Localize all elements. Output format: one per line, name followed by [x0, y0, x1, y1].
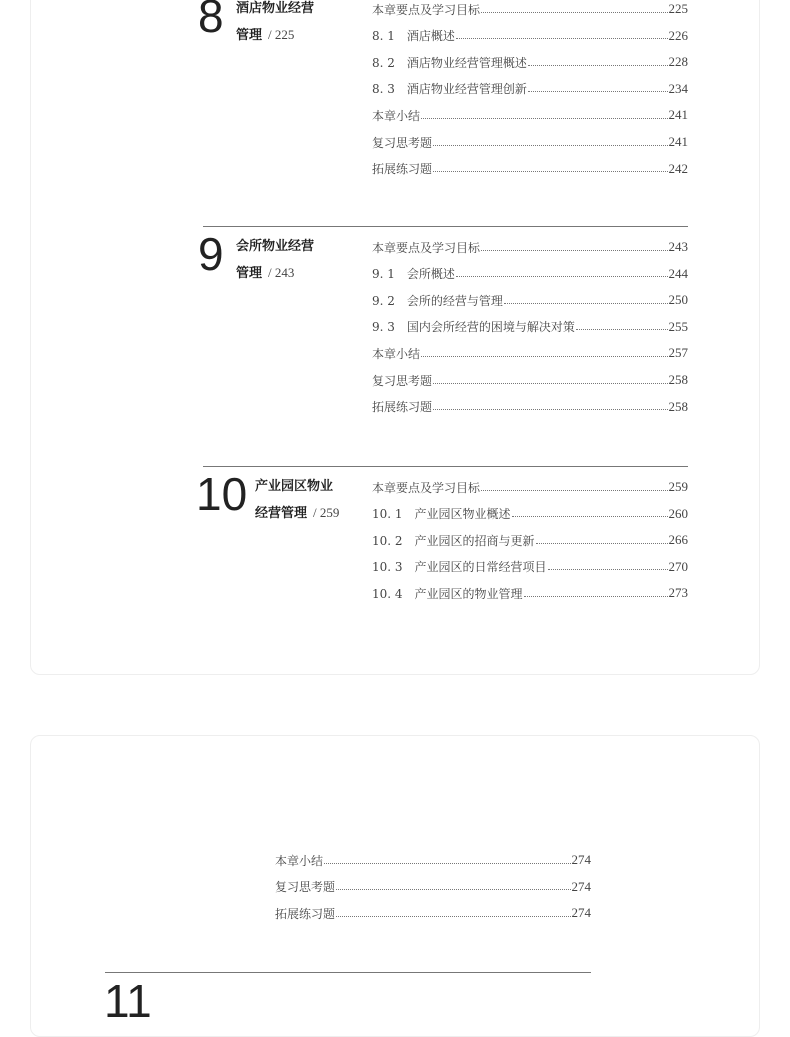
entry-title: 8. 3 酒店物业经营管理创新 [372, 82, 527, 97]
chapter-title-line2 [236, 260, 294, 287]
chapter-title-line2 [255, 500, 339, 527]
dot-leader [433, 171, 667, 172]
toc-entry [372, 530, 688, 550]
entry-page: 225 [668, 1, 688, 16]
entry-page: 258 [668, 398, 688, 414]
dot-leader [536, 543, 668, 544]
entry-title: 10. 2 产业园区的招商与更新 [372, 533, 535, 548]
entry-page: 274 [571, 852, 591, 867]
dot-leader [504, 303, 668, 304]
toc-entry [372, 264, 688, 284]
entry-title: 本章要点及学习目标 [372, 2, 481, 17]
toc-entry [372, 159, 688, 179]
entry-page: 242 [668, 160, 688, 176]
dot-leader [481, 12, 667, 13]
entry-title: 8. 1 酒店概述 [372, 29, 455, 44]
entry-page: 270 [668, 558, 688, 574]
toc-entry [372, 0, 688, 19]
entry-title: 本章小结 [372, 346, 421, 361]
toc-entry [275, 877, 591, 897]
toc-entry [372, 583, 688, 603]
chapter-title-cont: 管理 [236, 28, 263, 43]
toc-entry [372, 52, 688, 72]
toc-entry [372, 237, 688, 257]
dot-leader [421, 118, 667, 119]
entry-title: 本章要点及学习目标 [372, 240, 481, 255]
dot-leader [433, 383, 667, 384]
entry-page: 244 [668, 265, 688, 281]
chapter-number: 8 [198, 0, 224, 42]
entry-title: 拓展练习题 [275, 906, 336, 921]
dot-leader [576, 329, 668, 330]
chapter-title: 会所物业经营 [236, 239, 315, 254]
entry-page: 266 [668, 532, 688, 548]
entry-page: 234 [668, 80, 688, 96]
entry-page: 274 [571, 905, 591, 921]
chapter-start-page: / 243 [268, 265, 295, 280]
entry-page: 243 [668, 239, 688, 254]
toc-entry [372, 504, 688, 524]
chapter-title-cont: 经营管理 [255, 506, 308, 521]
chapter-start-page: / 225 [268, 27, 295, 42]
dot-leader [528, 65, 668, 66]
entry-title: 10. 3 产业园区的日常经营项目 [372, 560, 547, 575]
dot-leader [421, 356, 667, 357]
entry-page: 260 [668, 505, 688, 521]
entry-title: 拓展练习题 [372, 400, 433, 415]
dot-leader [481, 250, 667, 251]
toc-entry [372, 105, 688, 125]
toc-entry [372, 370, 688, 390]
dot-leader [456, 276, 668, 277]
chapter-title: 酒店物业经营 [236, 1, 315, 16]
dot-leader [456, 38, 668, 39]
entry-title: 本章小结 [275, 853, 324, 868]
entry-page: 250 [668, 292, 688, 308]
dot-leader [433, 145, 667, 146]
entry-page: 255 [668, 318, 688, 334]
dot-leader [524, 596, 668, 597]
entry-page: 226 [668, 27, 688, 43]
entry-page: 258 [668, 372, 688, 387]
entry-title: 本章小结 [372, 108, 421, 123]
entry-title: 9. 1 会所概述 [372, 267, 455, 282]
chapter-title-line2 [236, 22, 294, 49]
chapter-title: 产业园区物业 [255, 479, 334, 494]
toc-entry [372, 79, 688, 99]
entry-title: 9. 2 会所的经营与管理 [372, 293, 503, 308]
toc-entry [372, 343, 688, 363]
dot-leader [324, 863, 570, 864]
entry-title: 复习思考题 [372, 135, 433, 150]
entry-title: 10. 1 产业园区物业概述 [372, 507, 511, 522]
entry-title: 复习思考题 [275, 880, 336, 895]
entry-page: 257 [668, 345, 688, 361]
entry-page: 241 [668, 107, 688, 123]
entry-page: 273 [668, 585, 688, 601]
dot-leader [528, 91, 668, 92]
dot-leader [336, 916, 570, 917]
toc-entry [372, 26, 688, 46]
entry-page: 228 [668, 54, 688, 70]
dot-leader [433, 409, 667, 410]
entry-title: 9. 3 国内会所经营的困境与解决对策 [372, 320, 575, 335]
chapter-title-cont: 管理 [236, 266, 263, 281]
toc-entry [275, 850, 591, 870]
entry-page: 274 [571, 878, 591, 894]
chapter-number: 10 [196, 468, 248, 520]
dot-leader [548, 569, 668, 570]
chapter-divider [203, 226, 688, 227]
entry-page: 241 [668, 134, 688, 149]
entry-title: 拓展练习题 [372, 162, 433, 177]
dot-leader [512, 516, 668, 517]
chapter-number: 11 [104, 975, 152, 1027]
toc-entry [372, 477, 688, 497]
entry-title: 本章要点及学习目标 [372, 480, 481, 495]
chapter-number: 9 [198, 228, 224, 280]
chapter-divider [105, 972, 591, 973]
toc-entry [372, 317, 688, 337]
chapter-start-page: / 259 [313, 505, 340, 520]
toc-entry [372, 557, 688, 577]
entry-title: 10. 4 产业园区的物业管理 [372, 586, 523, 601]
toc-entry [372, 290, 688, 310]
dot-leader [336, 889, 570, 890]
entry-title: 8. 2 酒店物业经营管理概述 [372, 55, 527, 70]
dot-leader [481, 490, 667, 491]
entry-page: 259 [668, 479, 688, 494]
entry-title: 复习思考题 [372, 373, 433, 388]
toc-entry [372, 132, 688, 152]
toc-entry [372, 397, 688, 417]
chapter-divider [203, 466, 688, 467]
toc-entry [275, 903, 591, 923]
